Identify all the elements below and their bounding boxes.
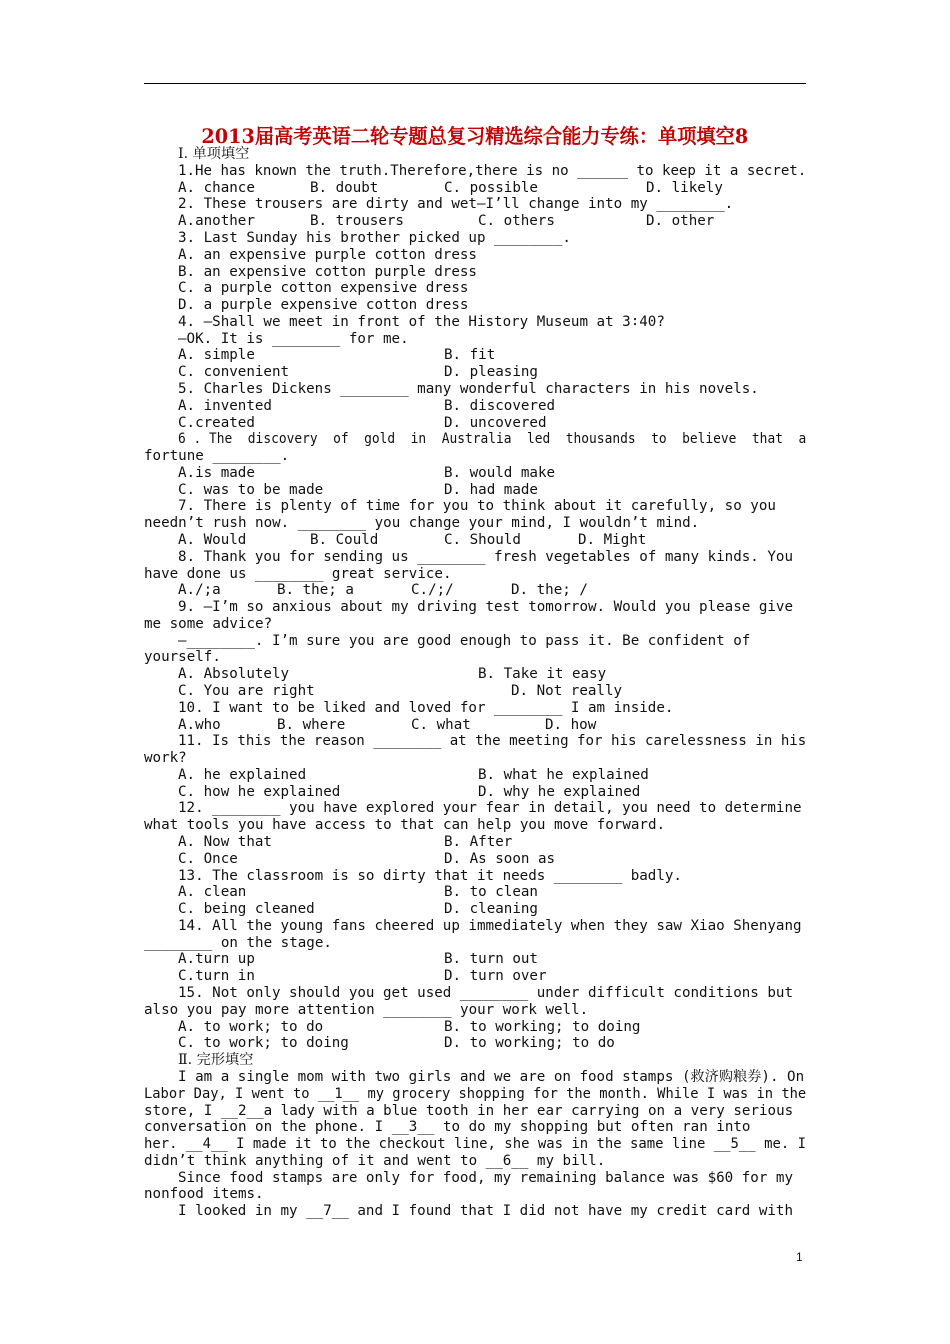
line-text: 5. Charles Dickens ________ many wonderful characters in his novels. xyxy=(178,380,759,397)
text-line xyxy=(0,1119,950,1136)
text-line xyxy=(0,1002,950,1019)
line-text: A. an expensive purple cotton dress xyxy=(178,246,477,263)
option-text: B. doubt xyxy=(310,179,379,196)
text-line xyxy=(0,549,950,566)
option-text: A.who xyxy=(178,716,221,733)
option-text: B. turn out xyxy=(444,951,538,968)
line-text: 2. These trousers are dirty and wet—I’ll change into my ________. xyxy=(178,196,734,213)
option-text: A./;a xyxy=(178,582,221,599)
text-line xyxy=(0,247,950,264)
text-line xyxy=(0,1103,950,1120)
text-line xyxy=(0,1035,950,1052)
option-text: D. Not really xyxy=(511,683,623,699)
option-text: B. fit xyxy=(444,347,496,364)
option-text: D. pleasing xyxy=(444,364,538,381)
text-line xyxy=(0,968,950,985)
line-text: 13. The classroom is so dirty that it needs ________ badly. xyxy=(178,867,682,884)
text-line xyxy=(0,985,950,1002)
line-text: —________. I’m sure you are good enough to pass it. Be confident of xyxy=(178,632,751,649)
option-text: C.turn in xyxy=(178,968,255,985)
text-line xyxy=(0,381,950,398)
text-line xyxy=(0,1019,950,1036)
text-line xyxy=(0,784,950,801)
document-title: 2013届高考英语二轮专题总复习精选综合能力专练：单项填空8 xyxy=(201,124,749,148)
line-text: 12. ________ you have explored your fear in detail, you need to determine xyxy=(178,800,802,817)
option-text: C. Once xyxy=(178,850,238,867)
line-text: 4. —Shall we meet in front of the History Museum at 3∶40? xyxy=(178,313,665,330)
text-line xyxy=(0,1086,950,1103)
text-line xyxy=(0,817,950,834)
line-text: 10. I want to be liked and loved for ________ I am inside. xyxy=(178,699,674,716)
option-text: C. being cleaned xyxy=(178,901,315,918)
option-text: B. to working; to doing xyxy=(444,1018,641,1035)
option-text: A. clean xyxy=(178,884,247,901)
text-line xyxy=(0,599,950,616)
line-text: 1.He has known the truth.Therefore,there is no ______ to keep it a secret. xyxy=(178,162,807,179)
option-text: D. had made xyxy=(444,481,538,498)
option-text: C. what xyxy=(411,716,471,733)
line-text: what tools you have access to that can help you move forward. xyxy=(144,817,666,834)
text-line xyxy=(0,884,950,901)
text-line xyxy=(0,616,950,633)
option-text: D. to working; to do xyxy=(444,1035,615,1052)
text-line xyxy=(0,482,950,499)
option-text: D. other xyxy=(646,213,715,230)
text-line xyxy=(0,666,950,683)
option-text: A. simple xyxy=(178,347,255,364)
option-text: D. how xyxy=(545,716,597,733)
text-line xyxy=(0,146,950,163)
line-text: 6 . The discovery of gold in Australia led thousands to believe that a xyxy=(178,431,807,448)
line-text: nonfood items. xyxy=(144,1186,264,1203)
option-text: A.another xyxy=(178,213,255,230)
text-line xyxy=(0,700,950,717)
text-line xyxy=(0,163,950,180)
option-text: A. Absolutely xyxy=(178,666,290,683)
option-text: D. Might xyxy=(578,531,647,548)
line-text: store, I __2__a lady with a blue tooth in her ear carrying on a very serious xyxy=(144,1102,794,1119)
option-text: A.turn up xyxy=(178,951,255,968)
option-text: B. would make xyxy=(444,464,556,481)
option-text: A.is made xyxy=(178,464,255,481)
text-line xyxy=(0,1153,950,1170)
text-line xyxy=(0,901,950,918)
option-text: D. why he explained xyxy=(478,783,641,800)
page-number: 1 xyxy=(796,1250,803,1264)
line-text: fortune ________. xyxy=(144,448,290,464)
option-text: B. Take it easy xyxy=(478,666,607,683)
text-line xyxy=(0,213,950,230)
option-text: C. possible xyxy=(444,179,538,196)
line-text: also you pay more attention ________ your work well. xyxy=(144,1001,589,1018)
text-line xyxy=(0,868,950,885)
text-line xyxy=(0,733,950,750)
text-line xyxy=(0,347,950,364)
text-line xyxy=(0,415,950,432)
option-text: D. uncovered xyxy=(444,414,547,431)
text-line xyxy=(0,331,950,348)
option-text: C. was to be made xyxy=(178,481,324,498)
option-text: B. where xyxy=(277,716,346,733)
option-text: B. After xyxy=(444,834,513,850)
text-line xyxy=(0,851,950,868)
line-text: 15. Not only should you get used ________ under difficult conditions but xyxy=(178,985,793,1001)
line-text: C. a purple cotton expensive dress xyxy=(178,280,469,297)
line-text: have done us ________ great service. xyxy=(144,565,452,582)
text-line xyxy=(0,264,950,281)
text-line xyxy=(0,498,950,515)
text-line xyxy=(0,398,950,415)
text-line xyxy=(0,951,950,968)
line-text: conversation on the phone. I __3__ to do my shopping but often ran into xyxy=(144,1119,751,1136)
line-text: Ⅰ. 单项填空 xyxy=(178,146,250,162)
text-line xyxy=(0,465,950,482)
option-text: B. Could xyxy=(310,531,379,548)
option-text: C.created xyxy=(178,414,255,431)
option-text: C. Should xyxy=(444,531,521,548)
option-text: D. the; / xyxy=(511,582,588,599)
option-text: B. trousers xyxy=(310,213,404,230)
option-text: D. As soon as xyxy=(444,850,556,867)
line-text: me some advice? xyxy=(144,615,273,632)
text-line xyxy=(0,800,950,817)
option-text: A. to work; to do xyxy=(178,1018,324,1035)
option-text: C. You are right xyxy=(178,683,315,699)
text-line xyxy=(0,918,950,935)
line-text: 9. —I’m so anxious about my driving test tomorrow. Would you please give xyxy=(178,599,793,616)
text-line xyxy=(0,717,950,734)
option-text: A. chance xyxy=(178,179,255,196)
line-text: her. __4__ I made it to the checkout line, she was in the same line __5__ me. I xyxy=(144,1136,806,1152)
option-text: C. how he explained xyxy=(178,783,341,800)
line-text: 8. Thank you for sending us ________ fresh vegetables of many kinds. You xyxy=(178,548,793,565)
text-line xyxy=(0,834,950,851)
line-text: Labor Day, I went to __1__ my grocery shopping for the month. While I was in the xyxy=(144,1085,807,1102)
line-text: didn’t think anything of it and went to __6__ my bill. xyxy=(144,1152,606,1169)
option-text: A. he explained xyxy=(178,766,307,783)
text-line xyxy=(0,532,950,549)
text-line xyxy=(0,1170,950,1187)
line-text: ________ on the stage. xyxy=(144,934,332,951)
text-line xyxy=(0,180,950,197)
option-text: D. likely xyxy=(646,179,723,196)
header-rule xyxy=(144,83,806,84)
text-line xyxy=(0,230,950,247)
option-text: C. convenient xyxy=(178,364,290,381)
line-text: Since food stamps are only for food, my remaining balance was $60 for my xyxy=(178,1169,793,1186)
option-text: B. the; a xyxy=(277,582,354,599)
line-text: —OK. It is ________ for me. xyxy=(178,330,409,347)
text-line xyxy=(0,1136,950,1153)
line-text: I am a single mom with two girls and we are on food stamps (救济购粮券). On xyxy=(178,1068,805,1085)
option-text: B. discovered xyxy=(444,397,556,414)
text-line xyxy=(0,935,950,952)
text-line xyxy=(0,196,950,213)
text-line xyxy=(0,297,950,314)
line-text: needn’t rush now. ________ you change your mind, I wouldn’t mind. xyxy=(144,515,700,532)
text-line xyxy=(0,448,950,465)
text-line xyxy=(0,767,950,784)
option-text: D. cleaning xyxy=(444,901,538,918)
line-text: I looked in my __7__ and I found that I did not have my credit card with xyxy=(178,1203,793,1220)
option-text: B. to clean xyxy=(444,884,538,901)
line-text: yourself. xyxy=(144,649,221,666)
text-line xyxy=(0,1203,950,1220)
text-line xyxy=(0,364,950,381)
line-text: work? xyxy=(144,750,187,767)
text-line xyxy=(0,633,950,650)
line-text: B. an expensive cotton purple dress xyxy=(178,263,477,280)
line-text: 14. All the young fans cheered up immediately when they saw Xiao Shenyang xyxy=(178,917,802,934)
text-line xyxy=(0,280,950,297)
line-text: Ⅱ. 完形填空 xyxy=(178,1052,254,1069)
option-text: A. invented xyxy=(178,397,272,414)
option-text: B. what he explained xyxy=(478,766,649,783)
text-line xyxy=(0,683,950,700)
text-line xyxy=(0,1069,950,1086)
option-text: C. to work; to doing xyxy=(178,1035,349,1052)
option-text: A. Would xyxy=(178,531,247,548)
line-text: 11. Is this the reason ________ at the meeting for his carelessness in his xyxy=(178,733,807,750)
text-line xyxy=(0,515,950,532)
option-text: C./;/ xyxy=(411,582,454,599)
text-line xyxy=(0,750,950,767)
text-line xyxy=(0,1186,950,1203)
line-text: D. a purple expensive cotton dress xyxy=(178,297,469,313)
line-text: 7. There is plenty of time for you to think about it carefully, so you xyxy=(178,498,776,515)
text-line xyxy=(0,314,950,331)
option-text: C. others xyxy=(478,213,555,230)
text-line xyxy=(0,649,950,666)
text-line xyxy=(0,582,950,599)
option-text: A. Now that xyxy=(178,834,272,850)
text-line xyxy=(0,566,950,583)
text-line xyxy=(0,431,950,448)
text-line xyxy=(0,1052,950,1069)
line-text: 3. Last Sunday his brother picked up ________. xyxy=(178,229,571,246)
option-text: D. turn over xyxy=(444,968,547,985)
